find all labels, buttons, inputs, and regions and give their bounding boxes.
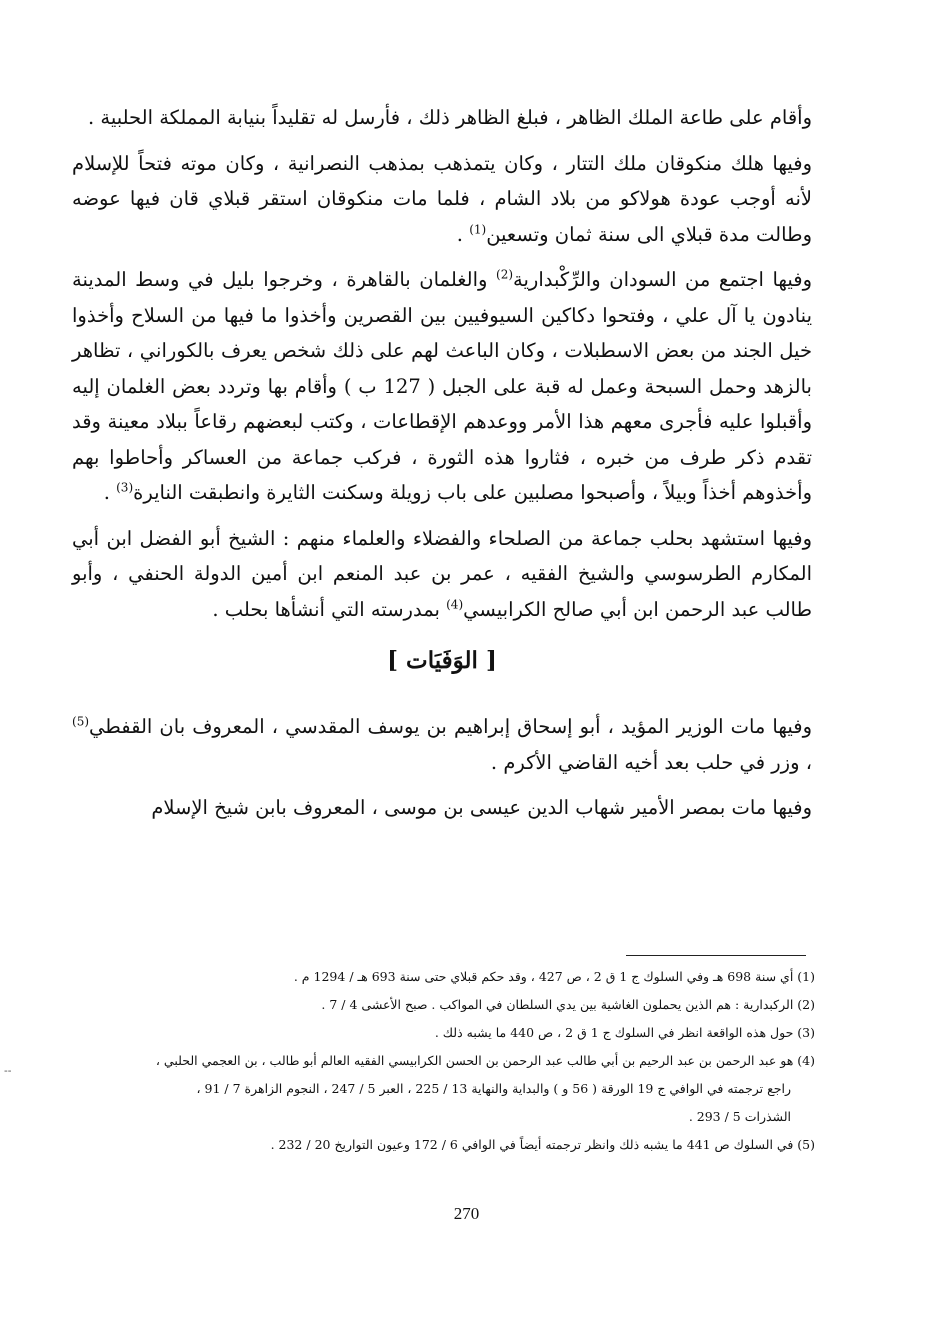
- paragraph-4: وفيها استشهد بحلب جماعة من الصلحاء والفضلاء والعلماء منهم : الشيخ أبو الفضل ابن أبي المكارم الطرسوسي والشيخ الفقيه ، عمر بن عبد المنعم ابن أمين الدولة الحنفي ، وأبو طالب عبد الرحمن ابن أبي صالح الكرابيسي$^{(4)}$ بمدرسته التي أنشأها بحلب .: [72, 526, 812, 621]
- footnote-3: (3) حول هذه الواقعة انظر في السلوك ج 1 ق 2 ، ص 440 ما يشبه ذلك .: [434, 1025, 815, 1040]
- footnote-5: (5) في السلوك ص 441 ما يشبه ذلك وانظر ترجمته أيضاً في الوافي 6 / 172 وعيون التواريخ 20 / 232 .: [270, 1137, 815, 1152]
- footnote-4: (4) هو عبد الرحمن بن عبد الرحيم بن أبي طالب عبد الرحمن بن الحسن الكرابيسي الفقيه العالم أبو طالب ، بن العجمي الحلبي ،: [155, 1053, 815, 1068]
- section-title-obituaries: [ الوَفَيَات ]: [387, 647, 497, 674]
- footnote-1: (1) أي سنة 698 هـ وفي السلوك ج 1 ق 2 ، ص 427 ، وقد حكم قبلاي حتى سنة 693 هـ / 1294 م .: [293, 969, 815, 984]
- paragraph-1: وأقام على طاعة الملك الظاهر ، فبلغ الظاهر ذلك ، فأرسل له تقليداً بنيابة المملكة الحلبية .: [87, 106, 812, 129]
- footnote-4-continuation: راجع ترجمته في الوافي ج 19 الورقة ( 56 و ) والبداية والنهاية 13 / 225 ، العبر 5 / 247 ، النجوم الزاهرة 7 / 91 ، الشذرات 5 / 293 .: [196, 1081, 791, 1124]
- footnote-ref-4[interactable]: (4): [446, 597, 464, 611]
- obituary-2: وفيها مات بمصر الأمير شهاب الدين عيسى بن موسى ، المعروف بابن شيخ الإسلام: [151, 796, 812, 819]
- paragraph-2: وفيها هلك منكوقان ملك التتار ، وكان يتمذهب بمذهب النصرانية ، وكان موته فتحاً للإسلام لأنه أوجب عودة هولاكو من بلاد الشام ، فلما مات منكوقان استقر قبلاي قان فيها عوضه وطالت مدة قبلاي الى سنة ثمان وتسعين$^{(1)}$ .: [72, 151, 812, 246]
- margin-mark: --: [4, 1064, 12, 1077]
- footnote-ref-5[interactable]: (5): [72, 714, 90, 729]
- footnote-ref-3[interactable]: (3): [116, 480, 134, 495]
- page-number: 270: [453, 1204, 480, 1223]
- paragraph-3: وفيها اجتمع من السودان والرِّكْبدارية$^{(2)}$ والغلمان بالقاهرة ، وخرجوا بليل في وسط المدينة ينادون يا آل علي ، وفتحوا دكاكين السيوفيين بين القصرين وأخذوا ما فيها من السلاح وأخذوا خيل الجند من بعض الاسطبلات ، وكان الباعث لهم على ذلك شخص يعرف بالكوراني ، تظاهر بالزهد وحمل السبحة وعمل له قبة على الجبل ( 127 ب ) وأقام بها وتردد بعض الغلمان إليه وأقبلوا عليه فأجرى معهم هذا الأمر ووعدهم الإقطاعات ، وكتب لبعضهم رقاعاً ببلاد معينة وقد تقدم ذكر طرف من خبره ، فثاروا هذه الثورة ، فركب جماعة من العساكر وأحاطوا بهم وأخذوهم أخذاً وبيلاً ، وأصبحوا مصلبين على باب زويلة وسكنت الثايرة وانطبقت النايرة$^{(3)}$ .: [72, 267, 812, 504]
- footnote-separator: [626, 955, 806, 956]
- main-text: [72, 100, 812, 836]
- footnote-ref-2[interactable]: (2): [496, 267, 514, 282]
- footnotes: [150, 963, 815, 1159]
- footnote-2: (2) الركبدارية : هم الذين يحملون الغاشية بين يدي السلطان في المواكب . صبح الأعشى 4 / 7 .: [321, 997, 815, 1012]
- footnote-ref-1[interactable]: (1): [469, 222, 487, 236]
- obituary-1: وفيها مات الوزير المؤيد ، أبو إسحاق إبراهيم بن يوسف المقدسي ، المعروف بان القفطي$^{(5)}$ ، وزر في حلب بعد أخيه القاضي الأكرم .: [72, 714, 812, 774]
